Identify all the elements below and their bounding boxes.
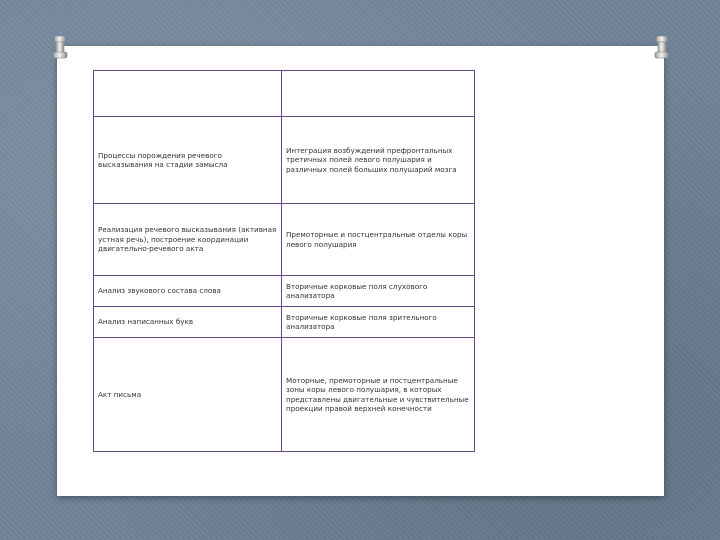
table-cell: Реализация речевого высказывания (активная устная речь), построение координации двигательно-речевого акта bbox=[94, 204, 282, 276]
table-row bbox=[94, 117, 475, 204]
table-cell bbox=[282, 71, 475, 117]
brain-functions-table bbox=[93, 70, 475, 452]
pushpin-icon bbox=[654, 36, 670, 62]
table-row bbox=[94, 307, 475, 338]
table-row bbox=[94, 71, 475, 117]
table-cell: Вторичные корковые поля зрительного анализатора bbox=[282, 307, 475, 338]
table-cell: Акт письма bbox=[94, 338, 282, 452]
table-cell: Процессы порождения речевого высказывания на стадии замысла bbox=[94, 117, 282, 204]
table-cell bbox=[94, 71, 282, 117]
pushpin-icon bbox=[52, 36, 68, 62]
table-cell: Анализ написанных букв bbox=[94, 307, 282, 338]
table-cell: Анализ звукового состава слова bbox=[94, 276, 282, 307]
table-cell: Премоторные и постцентральные отделы коры левого полушария bbox=[282, 204, 475, 276]
table-row bbox=[94, 338, 475, 452]
table-cell: Интеграция возбуждений префронтальных третичных полей левого полушария и различных полей больших полушарий мозга bbox=[282, 117, 475, 204]
table-row bbox=[94, 204, 475, 276]
table-row bbox=[94, 276, 475, 307]
table-cell: Вторичные корковые поля слухового анализатора bbox=[282, 276, 475, 307]
table-cell: Моторные, премоторные и постцентральные зоны коры левого полушария, в которых представлены двигательные и чувствительные проекции правой верхней конечности bbox=[282, 338, 475, 452]
